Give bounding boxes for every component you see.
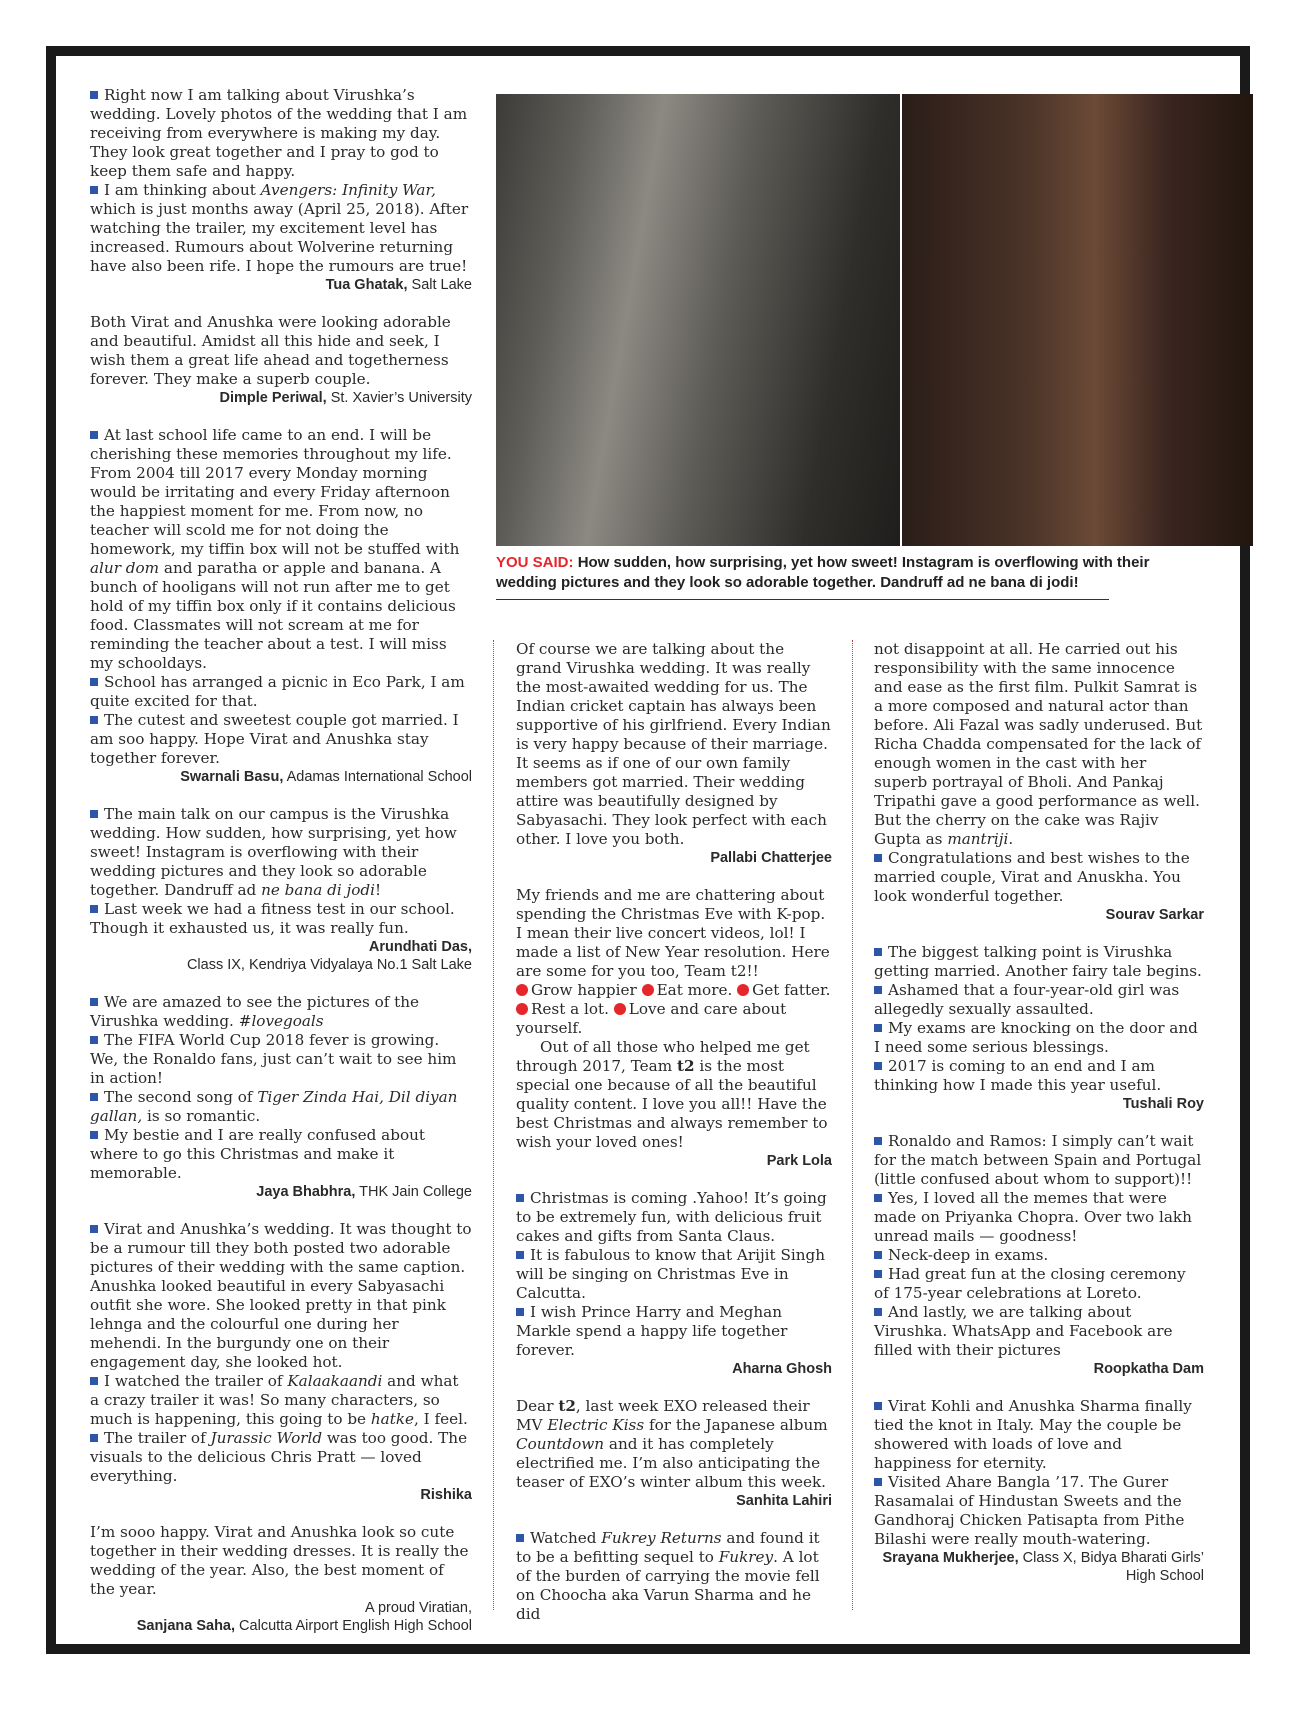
byline-signoff: A proud Viratian,: [365, 1600, 472, 1616]
letter-aharna-ghosh: [516, 1189, 832, 1378]
byline-name: Jaya Bhabhra,: [256, 1184, 356, 1200]
letter-text: Neck-deep in exams.: [888, 1246, 1049, 1264]
caption-underline: [496, 599, 1109, 600]
bullet-icon: [90, 1377, 98, 1385]
letter-sanjana-saha: [90, 1523, 472, 1635]
bullet-icon: [516, 1534, 524, 1542]
letter-italic: mantriji: [947, 830, 1009, 848]
byline-affiliation: THK Jain College: [355, 1184, 472, 1200]
byline: [516, 1492, 832, 1510]
bullet-icon: [90, 1225, 98, 1233]
frame-right-edge: [1240, 46, 1250, 96]
letter-text: I wish Prince Harry and Meghan Markle spend a happy life together forever.: [516, 1303, 788, 1359]
bullet-icon: [874, 1270, 882, 1278]
bullet-icon: [874, 1402, 882, 1410]
byline-name: Swarnali Basu,: [180, 769, 284, 785]
red-dot-icon: [737, 984, 749, 996]
letter-bold: t2: [558, 1397, 576, 1415]
bullet-icon: [874, 948, 882, 956]
letter-text: At last school life came to an end. I will be cherishing these memories throughout my life. From 2004 till 2017 every Monday morning would be irritating and every Friday afternoon the happiest moment for me. From now, no teacher will scold me for not doing the homework, my tiffin box will not be stuffed with: [90, 426, 460, 558]
byline: [90, 276, 472, 294]
byline-affiliation: St. Xavier’s University: [326, 390, 472, 406]
byline-name: Sourav Sarkar: [1105, 907, 1204, 923]
letter-text: .: [1008, 830, 1014, 848]
letter-text: The biggest talking point is Virushka getting married. Another fairy tale begins.: [874, 943, 1202, 980]
byline-name: Sanjana Saha,: [136, 1618, 236, 1634]
caption-text: How sudden, how surprising, yet how sweet! Instagram is overflowing with their wedding pictures and they look so adorable together. Dandruff ad ne bana di jodi!: [496, 554, 1150, 591]
letter-text: was too good. The visuals to the delicious Chris Pratt — loved everything.: [90, 1429, 468, 1485]
letter-text: Congratulations and best wishes to the married couple, Virat and Anuskha. You look wonderful together.: [874, 849, 1190, 905]
letter-tushali-roy: [874, 943, 1204, 1113]
letter-text: School has arranged a picnic in Eco Park, I am quite excited for that.: [90, 673, 465, 710]
byline: [874, 906, 1204, 924]
letter-text: Visited Ahare Bangla ’17. The Gurer Rasamalai of Hindustan Sweets and the Gandhoraj Chicken Patisapta from Pithe Bilashi were really mouth-watering.: [874, 1473, 1185, 1548]
byline: [516, 849, 832, 867]
byline-name: Dimple Periwal,: [219, 390, 327, 406]
letter-text: The trailer of: [104, 1429, 211, 1447]
letter-text: I’m sooo happy. Virat and Anushka look so cute together in their wedding dresses. It is really the wedding of the year. Also, the best moment of the year.: [90, 1523, 469, 1598]
bullet-icon: [90, 1131, 98, 1139]
byline-name: Tushali Roy: [1122, 1096, 1204, 1112]
column-divider: [493, 640, 494, 1610]
red-dot-icon: [516, 1003, 528, 1015]
letter-text: Virat and Anushka’s wedding. It was thought to be a rumour till they both posted two adorable pictures of their wedding with the same caption. Anushka looked beautiful in every Sabyasachi outfit she wore. She looked pretty in that pink lehnga and the colourful one during her mehendi. In the burgundy one on their engagement day, she looked hot.: [90, 1220, 472, 1371]
byline-name: Tua Ghatak,: [325, 277, 408, 293]
letter-text: We are amazed to see the pictures of the Virushka wedding.: [90, 993, 420, 1030]
letter-italic: Fukrey: [718, 1548, 774, 1566]
letter-text: The FIFA World Cup 2018 fever is growing. We, the Ronaldo fans, just can’t wait to see him in action!: [90, 1031, 457, 1087]
column-divider: [852, 640, 853, 1610]
letter-text: is the most special one because of all the beautiful quality content. I love you all!! Have the best Christmas and always remember to wish your loved ones!: [516, 1057, 828, 1151]
letter-bold: t2: [676, 1057, 695, 1075]
bullet-icon: [874, 1024, 882, 1032]
bullet-icon: [874, 986, 882, 994]
letter-text: Of course we are talking about the grand Virushka wedding. It was really the most-awaited wedding for us. The Indian cricket captain has always been supportive of his girlfriend. Every Indian is very happy because of their marriage. It seems as if one of our own family members got married. Their wedding attire was beautifully designed by Sabyasachi. They look perfect with each other. I love you both.: [516, 640, 831, 848]
bullet-icon: [90, 810, 98, 818]
letter-dimple-periwal: [90, 313, 472, 407]
byline-affiliation: Salt Lake: [407, 277, 472, 293]
letter-text: Ronaldo and Ramos: I simply can’t wait for the match between Spain and Portugal (little confused about whom to support)!!: [874, 1132, 1202, 1188]
frame-right-edge-lower: [1240, 546, 1250, 1654]
byline: [516, 1360, 832, 1378]
byline: [90, 938, 472, 956]
bullet-icon: [90, 678, 98, 686]
letter-text: And lastly, we are talking about Virushka. WhatsApp and Facebook are filled with their pictures: [874, 1303, 1173, 1359]
column-middle: [516, 640, 832, 1643]
byline: [874, 1095, 1204, 1113]
bullet-icon: [874, 1062, 882, 1070]
byline: [874, 1360, 1204, 1378]
letter-text: and found it to be a befitting sequel to: [516, 1529, 820, 1566]
bullet-icon: [90, 1434, 98, 1442]
letter-text: Watched: [530, 1529, 602, 1547]
letter-tua-ghatak: [90, 86, 472, 294]
bullet-icon: [90, 905, 98, 913]
letter-text: Yes, I loved all the memes that were made on Priyanka Chopra. Over two lakh unread mails — goodness!: [874, 1189, 1192, 1245]
red-dot-icon: [516, 984, 528, 996]
bullet-icon: [90, 1036, 98, 1044]
letter-text: Last week we had a fitness test in our school. Though it exhausted us, it was really fun.: [90, 900, 455, 937]
column-left: [90, 86, 472, 1654]
letter-text: The main talk on our campus is the Virushka wedding. How sudden, how surprising, yet how sweet! Instagram is overflowing with their wedding pictures and they look so adorable together. Dandruff ad: [90, 805, 457, 899]
letter-text: and paratha or apple and banana. A bunch of hooligans will not run after me to get hold of my tiffin box only if it contains delicious food. Classmates will not scream at me for reminding the teacher about a test. I will miss my schooldays.: [90, 559, 456, 672]
byline-name: Srayana Mukherjee,: [882, 1550, 1019, 1566]
bullet-icon: [90, 91, 98, 99]
bullet-icon: [874, 1308, 882, 1316]
letter-text: , I feel.: [414, 1410, 468, 1428]
bullet-icon: [874, 1137, 882, 1145]
letter-italic: ne bana di jodi: [261, 881, 375, 899]
letter-text: The cutest and sweetest couple got married. I am soo happy. Hope Virat and Anushka stay together forever.: [90, 711, 459, 767]
byline-name: Park Lola: [766, 1153, 832, 1169]
letter-text: It is fabulous to know that Arijit Singh will be singing on Christmas Eve in Calcutta.: [516, 1246, 826, 1302]
bullet-icon: [874, 1478, 882, 1486]
byline: [90, 1183, 472, 1201]
letter-text: , last week EXO released their MV: [516, 1397, 810, 1434]
byline-name: Pallabi Chatterjee: [710, 850, 832, 866]
bullet-icon: [516, 1308, 524, 1316]
resolution-item: Rest a lot.: [531, 1000, 609, 1018]
letter-italic: Kalaakaandi: [287, 1372, 383, 1390]
byline-name: Rishika: [420, 1487, 472, 1503]
byline-name: Arundhati Das,: [368, 939, 472, 955]
letter-text: for the Japanese album: [644, 1416, 828, 1434]
byline-affiliation: Calcutta Airport English High School: [235, 1618, 472, 1634]
letter-sourav-sarkar: [874, 640, 1204, 924]
byline-name: Sanhita Lahiri: [736, 1493, 832, 1509]
resolution-item: Grow happier: [531, 981, 637, 999]
bullet-icon: [516, 1194, 524, 1202]
letter-arundhati-das: [90, 805, 472, 974]
photo-caption: [496, 553, 1206, 593]
letter-text: !: [374, 881, 382, 899]
letter-text: Virat Kohli and Anushka Sharma finally tied the knot in Italy. May the couple be showered with loads of love and happiness for eternity.: [874, 1397, 1192, 1472]
byline: [90, 1617, 472, 1635]
letter-italic: Electric Kiss: [547, 1416, 645, 1434]
byline: [874, 1549, 1204, 1585]
red-dot-icon: [642, 984, 654, 996]
red-dot-icon: [614, 1003, 626, 1015]
letter-text: . A lot of the burden of carrying the movie fell on Choocha aka Varun Sharma and he did: [516, 1548, 820, 1623]
byline-name: Aharna Ghosh: [732, 1361, 832, 1377]
letter-text: which is just months away (April 25, 2018). After watching the trailer, my excitement level has increased. Rumours about Wolverine returning have also been rife. I hope the rumours are true!: [90, 200, 469, 275]
resolution-item: Love and care about yourself.: [516, 1000, 787, 1037]
byline: [90, 1486, 472, 1504]
caption-label: YOU SAID:: [496, 554, 574, 571]
letter-text: Right now I am talking about Virushka’s wedding. Lovely photos of the wedding that I am receiving from everywhere is making my day. They look great together and I pray to god to keep them safe and happy.: [90, 86, 468, 180]
bullet-icon: [516, 1251, 524, 1259]
letter-italic: alur dom: [90, 559, 160, 577]
letter-text: Had great fun at the closing ceremony of 175-year celebrations at Loreto.: [874, 1265, 1186, 1302]
letter-text: not disappoint at all. He carried out his responsibility with the same innocence and ease as the first film. Pulkit Samrat is a more composed and natural actor than before. Ali Fazal was sadly underused. But Richa Chadda compensated for the lack of enough women in the cast with her superb portrayal of Bholi. And Pankaj Tripathi gave a good performance as well. But the cherry on the cake was Rajiv Gupta as: [874, 640, 1203, 848]
resolution-item: Eat more.: [656, 981, 733, 999]
letter-italic: Jurassic World: [210, 1429, 323, 1447]
bullet-icon: [874, 1251, 882, 1259]
letter-italic: Avengers: Infinity War,: [260, 181, 436, 199]
couple-photo-portrait: [902, 94, 1253, 546]
resolution-item: Get fatter.: [752, 981, 831, 999]
letter-italic: hatke: [370, 1410, 415, 1428]
letter-text: The second song of: [104, 1088, 258, 1106]
byline-affiliation: Adamas International School: [283, 769, 472, 785]
letter-roopkatha-dam: [874, 1132, 1204, 1378]
resolution-list: [516, 981, 832, 1038]
letter-text: 2017 is coming to an end and I am thinking how I made this year useful.: [874, 1057, 1162, 1094]
letter-italic: #lovegoals: [238, 1012, 324, 1030]
letter-rishika: [90, 1220, 472, 1504]
byline-affiliation: Class IX, Kendriya Vidyalaya No.1 Salt Lake: [186, 957, 472, 973]
letter-text: My exams are knocking on the door and I need some serious blessings.: [874, 1019, 1198, 1056]
letter-text: and what a crazy trailer it was! So many characters, so much is happening, this going to be: [90, 1372, 459, 1428]
byline-name: Roopkatha Dam: [1093, 1361, 1204, 1377]
byline: [516, 1152, 832, 1170]
letter-text: Both Virat and Anushka were looking adorable and beautiful. Amidst all this hide and seek, I wish them a great life ahead and togetherness forever. They make a superb couple.: [90, 313, 451, 388]
bullet-icon: [874, 1194, 882, 1202]
bullet-icon: [90, 998, 98, 1006]
letter-swarnali-basu: [90, 426, 472, 786]
letter-jaya-bhabhra: [90, 993, 472, 1201]
photo-collage: [496, 94, 1253, 546]
letter-text: Out of all those who helped me get through 2017, Team: [516, 1038, 810, 1075]
letter-pallabi-chatterjee: [516, 640, 832, 867]
letter-text: I watched the trailer of: [104, 1372, 288, 1390]
letter-italic: Fukrey Returns: [601, 1529, 722, 1547]
column-right: [874, 640, 1204, 1604]
byline: [90, 768, 472, 786]
letter-text: My friends and me are chattering about spending the Christmas Eve with K-pop. I mean their live concert videos, lol! I made a list of New Year resolution. Here are some for you too, Team t2!!: [516, 886, 830, 980]
bullet-icon: [90, 431, 98, 439]
bullet-icon: [874, 854, 882, 862]
letter-text: is so romantic.: [142, 1107, 261, 1125]
letter-fukrey: [516, 1529, 832, 1624]
letter-text: Dear: [516, 1397, 559, 1415]
letter-text: I am thinking about: [104, 181, 261, 199]
letter-text: My bestie and I are really confused about where to go this Christmas and make it memorable.: [90, 1126, 425, 1182]
letter-text: Ashamed that a four-year-old girl was allegedly sexually assaulted.: [874, 981, 1180, 1018]
letter-srayana-mukherjee: [874, 1397, 1204, 1585]
letter-text: and it has completely electrified me. I’m also anticipating the teaser of EXO’s winter album this week.: [516, 1435, 826, 1491]
couple-photo-dance: [496, 94, 900, 546]
bullet-icon: [90, 716, 98, 724]
byline: [90, 389, 472, 407]
letter-italic: Countdown: [516, 1435, 605, 1453]
byline-affiliation: Class X, Bidya Bharati Girls’ High School: [1018, 1550, 1204, 1584]
letter-park-lola: [516, 886, 832, 1170]
bullet-icon: [90, 186, 98, 194]
letter-text: Christmas is coming .Yahoo! It’s going to be extremely fun, with delicious fruit cakes and gifts from Santa Claus.: [516, 1189, 827, 1245]
letter-italic: Tiger Zinda Hai, Dil diyan gallan,: [90, 1088, 458, 1125]
bullet-icon: [90, 1093, 98, 1101]
letter-sanhita-lahiri: [516, 1397, 832, 1510]
